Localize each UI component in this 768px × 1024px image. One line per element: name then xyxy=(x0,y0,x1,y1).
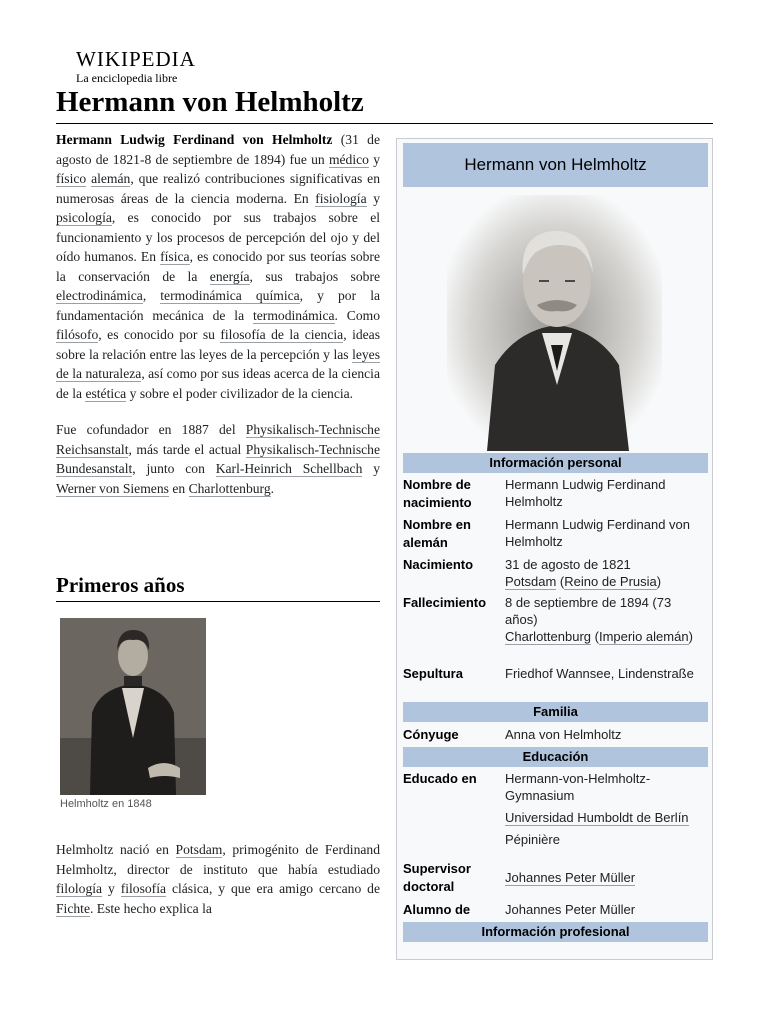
page-title: Hermann von Helmholtz xyxy=(56,84,713,124)
text: , es conocido por sus trabajos sobre el funcionamiento y los procesos de percepción del ojo y del oído humanos. En xyxy=(56,210,380,264)
wikipedia-logo[interactable] xyxy=(76,48,216,85)
founder-paragraph xyxy=(56,420,380,498)
logo-tagline: La enciclopedia libre xyxy=(76,71,178,85)
infobox-heading-profesional: Información profesional xyxy=(403,922,708,942)
link-psicologia[interactable]: psicología xyxy=(56,210,112,225)
text: Fue cofundador en 1887 del xyxy=(56,422,246,437)
text: y xyxy=(362,461,380,476)
row-label: Nombre en alemán xyxy=(403,517,471,550)
row-value: Hermann Ludwig Ferdinand Helmholtz xyxy=(505,477,666,509)
text: ) xyxy=(656,574,662,589)
photo-helmholtz-1848[interactable] xyxy=(60,618,206,795)
text: , y por la fundamentación mecánica de la xyxy=(56,288,380,323)
link-charlottenburg-infobox[interactable]: Charlottenburg xyxy=(505,629,591,644)
row-label: Sepultura xyxy=(403,666,463,681)
text: y xyxy=(102,881,121,896)
text: , es conocido por su xyxy=(98,327,221,342)
link-filosofia-ciencia[interactable]: filosofía de la ciencia xyxy=(220,327,344,342)
row-label: Cónyuge xyxy=(403,727,459,742)
row-value: Friedhof Wannsee, Lindenstraße xyxy=(505,666,694,681)
link-reichsanstalt[interactable]: Physikalisch-Technische Reichsanstalt xyxy=(56,422,380,457)
text: , es conocido por sus teorías sobre la conservación de la xyxy=(56,249,380,284)
link-filosofo[interactable]: filósofo xyxy=(56,327,99,342)
link-bundesanstalt[interactable]: Physikalisch-Technische Bundesanstalt xyxy=(56,441,380,476)
text: , sus trabajos sobre xyxy=(249,268,381,284)
row-label: Fallecimiento xyxy=(403,595,487,610)
text: y xyxy=(368,151,380,167)
subject-name: Hermann Ludwig Ferdinand von Helmholtz xyxy=(56,132,333,147)
link-charlottenburg[interactable]: Charlottenburg xyxy=(188,480,271,496)
text: ( xyxy=(591,629,599,644)
row-label: Supervisor doctoral xyxy=(403,861,471,894)
birth-date: 31 de agosto de 1821 xyxy=(505,557,631,572)
infobox-title: Hermann von Helmholtz xyxy=(403,143,708,187)
text: clásica, y que era amigo cercano de xyxy=(166,881,380,896)
text: , más tarde el actual xyxy=(128,441,246,457)
logo-wordmark: WIKIPEDIA xyxy=(76,47,196,71)
text: , ideas sobre la relación entre las leyes de la percepción y las xyxy=(56,327,380,362)
link-humboldt[interactable]: Universidad Humboldt de Berlín xyxy=(505,810,689,825)
death-place xyxy=(505,628,705,645)
row-label: Alumno de xyxy=(403,902,471,917)
row-label: Educado en xyxy=(403,771,477,786)
row-value xyxy=(505,869,705,886)
link-fisiologia[interactable]: fisiología xyxy=(315,190,367,206)
link-potsdam-infobox[interactable]: Potsdam xyxy=(505,574,557,589)
birth-place xyxy=(505,573,705,590)
school-2 xyxy=(505,809,705,826)
infobox-portrait[interactable] xyxy=(447,195,662,451)
row-value xyxy=(505,770,705,848)
link-energia[interactable]: energía xyxy=(209,268,250,284)
school-1: Hermann-von-Helmholtz-Gymnasium xyxy=(505,771,651,803)
link-filologia[interactable]: filología xyxy=(56,881,103,896)
link-electrodinamica[interactable]: electrodinámica xyxy=(56,288,143,303)
intro-paragraph xyxy=(56,130,380,403)
link-aleman[interactable]: alemán xyxy=(91,171,131,186)
text: . Como xyxy=(334,307,381,323)
row-value xyxy=(505,556,705,590)
infobox-heading-familia: Familia xyxy=(403,702,708,722)
early-life-paragraph xyxy=(56,840,380,918)
death-date: 8 de septiembre de 1894 (73 años) xyxy=(505,595,672,627)
link-filosofia[interactable]: filosofía xyxy=(120,881,167,896)
link-leyes-naturaleza[interactable]: leyes de la naturaleza xyxy=(56,346,380,381)
section-heading-primeros-anos: Primeros años xyxy=(56,572,380,602)
text: en xyxy=(168,480,189,496)
row-value xyxy=(505,594,705,645)
link-termodinamica-quimica[interactable]: termodinámica química xyxy=(160,288,300,303)
text: , primogénito de Ferdinand Helmholtz, director de instituto que había estudiado xyxy=(56,842,380,877)
text: , así como por sus ideas acerca de la ciencia de la xyxy=(56,366,380,401)
row-value: Hermann Ludwig Ferdinand von Helmholtz xyxy=(505,517,690,549)
text: y sobre el poder civilizador de la ciencia. xyxy=(126,385,354,401)
text: ) xyxy=(688,629,693,644)
link-fichte[interactable]: Fichte xyxy=(56,900,90,916)
infobox xyxy=(396,138,713,960)
text: y xyxy=(366,190,380,206)
infobox-heading-personal: Información personal xyxy=(403,453,708,473)
link-potsdam[interactable]: Potsdam xyxy=(175,842,223,857)
link-imperio-aleman[interactable]: Imperio alemán xyxy=(598,629,689,644)
row-value: Anna von Helmholtz xyxy=(505,727,622,742)
text: . xyxy=(270,480,275,496)
link-termodinamica[interactable]: termodinámica xyxy=(252,307,335,323)
link-estetica[interactable]: estética xyxy=(85,385,127,401)
row-value: Johannes Peter Müller xyxy=(505,902,636,917)
text: ( xyxy=(556,574,565,589)
text: . Este hecho explica la xyxy=(89,900,212,916)
figure-caption: Helmholtz en 1848 xyxy=(60,798,152,810)
link-medico[interactable]: médico xyxy=(328,151,369,167)
link-fisica[interactable]: física xyxy=(160,249,190,264)
link-reino-prusia[interactable]: Reino de Prusia xyxy=(564,574,657,589)
infobox-heading-educacion: Educación xyxy=(403,747,708,767)
text: , que realizó contribuciones significativas en numerosas áreas de la ciencia moderna. En xyxy=(56,171,380,206)
row-label: Nacimiento xyxy=(403,557,474,572)
text: Helmholtz nació en xyxy=(56,842,176,857)
school-3: Pépinière xyxy=(505,832,560,847)
link-muller[interactable]: Johannes Peter Müller xyxy=(505,870,636,885)
figure-helmholtz-1848 xyxy=(60,618,206,810)
text: , xyxy=(142,288,161,303)
text: (31 de agosto de 1821-8 de septiembre de 1894) fue un xyxy=(56,132,381,167)
article-body xyxy=(56,130,380,515)
link-siemens[interactable]: Werner von Siemens xyxy=(56,480,169,496)
text: , junto con xyxy=(132,461,216,476)
row-label: Nombre de nacimiento xyxy=(403,477,472,510)
link-schellbach[interactable]: Karl-Heinrich Schellbach xyxy=(215,461,363,476)
link-fisico[interactable]: físico xyxy=(56,171,87,186)
